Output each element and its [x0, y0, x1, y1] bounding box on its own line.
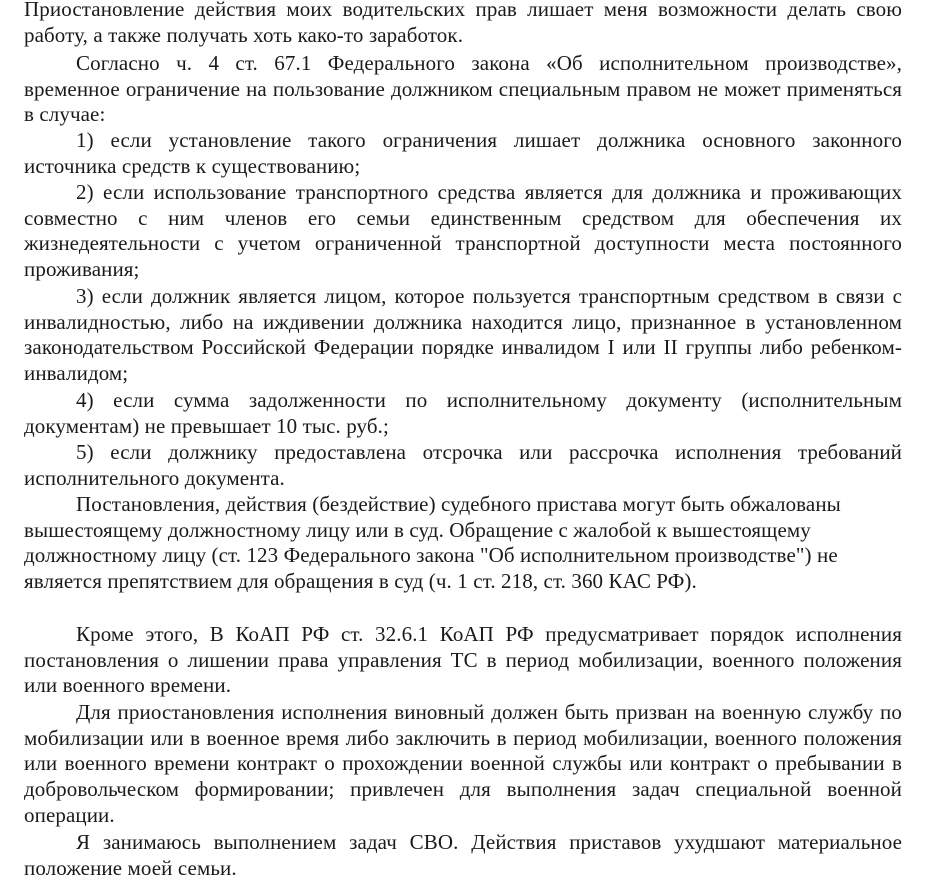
- paragraph-koap: Кроме этого, В КоАП РФ ст. 32.6.1 КоАП РФ предусматривает порядок исполнения постановления о лишении права управления ТС в период мобилизации, военного положения или военного времени.: [24, 622, 902, 698]
- list-item-1: 1) если установление такого ограничения лишает должника основного законного источника средств к существованию;: [24, 128, 902, 178]
- list-item-5: 5) если должнику предоставлена отсрочка или рассрочка исполнения требований исполнительного документа.: [24, 440, 902, 490]
- paragraph-license-suspension: Приостановление действия моих водительских прав лишает меня возможности делать свою работу, а также получать хоть како-то заработок.: [24, 0, 902, 47]
- paragraph-svo: Я занимаюсь выполнением задач СВО. Действия приставов ухудшают материальное положение моей семьи.: [24, 830, 902, 880]
- list-item-4: 4) если сумма задолженности по исполнительному документу (исполнительным документам) не превышает 10 тыс. руб.;: [24, 388, 902, 438]
- paragraph-law-reference: Согласно ч. 4 ст. 67.1 Федерального закона «Об исполнительном производстве», временное ограничение на пользование должником специальным правом не может применяться в случае:: [24, 51, 902, 127]
- list-item-3: 3) если должник является лицом, которое пользуется транспортным средством в связи с инвалидностью, либо на иждивении должника находится лицо, признанное в установленном законодательством Российской Федерации порядке инвалидом I или II группы либо ребенком-инвалидом;: [24, 284, 902, 386]
- paragraph-appeal: Постановления, действия (бездействие) судебного пристава могут быть обжалованы вышестоящему должностному лицу или в суд. Обращение с жалобой к вышестоящему должностному лицу (ст. 123 Федерального закона "Об исполнительном производстве") не является препятствием для обращения в суд (ч. 1 ст. 218, ст. 360 КАС РФ).: [24, 492, 841, 594]
- list-item-2: 2) если использование транспортного средства является для должника и проживающих совместно с ним членов его семьи единственным средством для обеспечения их жизнедеятельности с учетом ограниченной транспортной доступности места постоянного проживания;: [24, 180, 902, 282]
- paragraph-suspension-conditions: Для приостановления исполнения виновный должен быть призван на военную службу по мобилизации или в военное время либо заключить в период мобилизации, военного положения или военного времени контракт о прохождении военной службы или контракт о пребывании в добровольческом формировании; привлечен для выполнения задач специальной военной операции.: [24, 700, 902, 827]
